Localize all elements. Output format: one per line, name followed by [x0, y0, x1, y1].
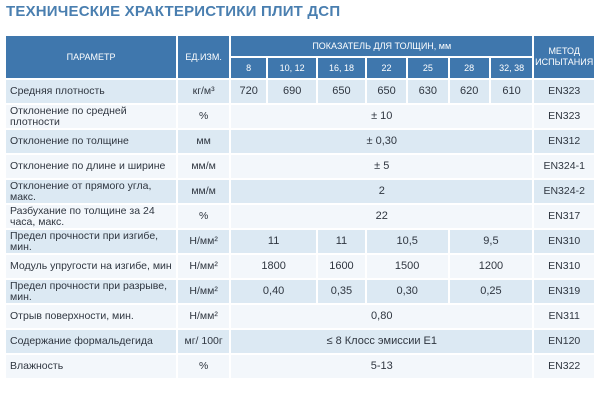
table-row: [6, 155, 594, 178]
unit-cell: мм/м: [178, 155, 229, 178]
value-cell: 0,30: [367, 280, 448, 303]
param-cell: Средняя плотность: [6, 80, 176, 103]
table-row: [6, 355, 594, 378]
value-cell: 1600: [318, 255, 365, 278]
param-cell: Отклонение по длине и ширине: [6, 155, 176, 178]
value-cell: ± 0,30: [231, 130, 532, 153]
unit-cell: Н/мм²: [178, 280, 229, 303]
method-cell: EN120: [534, 330, 594, 353]
method-cell: EN324-1: [534, 155, 594, 178]
unit-cell: Н/мм²: [178, 255, 229, 278]
value-cell: 620: [450, 80, 489, 103]
unit-cell: %: [178, 105, 229, 128]
unit-cell: %: [178, 355, 229, 378]
value-cell: 1500: [367, 255, 448, 278]
value-cell: 690: [268, 80, 316, 103]
value-cell: 650: [367, 80, 406, 103]
page-title: ТЕХНИЧЕСКИЕ ХРАКТЕРИСТИКИ ПЛИТ ДСП: [6, 3, 341, 20]
value-cell: 2: [231, 180, 532, 203]
param-cell: Модуль упругости на изгибе, мин: [6, 255, 176, 278]
table-row: [6, 305, 594, 328]
value-cell: 10,5: [367, 230, 448, 253]
value-cell: 1800: [231, 255, 316, 278]
table-row: [6, 180, 594, 203]
param-cell: Предел прочности при изгибе, мин.: [6, 230, 176, 253]
table-row: [6, 130, 594, 153]
value-cell: 0,40: [231, 280, 316, 303]
header-thickness: 25: [408, 58, 447, 78]
value-cell: 9,5: [450, 230, 533, 253]
unit-cell: мм/м: [178, 180, 229, 203]
header-thickness-group: ПОКАЗАТЕЛЬ ДЛЯ ТОЛЩИН, мм: [231, 36, 532, 56]
table-row: [6, 105, 594, 128]
header-thickness: 32, 38: [491, 58, 533, 78]
table-row: [6, 205, 594, 228]
method-cell: EN312: [534, 130, 594, 153]
unit-cell: кг/м³: [178, 80, 229, 103]
method-cell: EN323: [534, 80, 594, 103]
value-cell: ≤ 8 Клосс эмиссии Е1: [231, 330, 532, 353]
value-cell: 11: [318, 230, 365, 253]
method-cell: EN322: [534, 355, 594, 378]
param-cell: Отклонение по средней плотности: [6, 105, 176, 128]
table-row: [6, 330, 594, 353]
unit-cell: Н/мм²: [178, 305, 229, 328]
param-cell: Предел прочности при разрыве, мин.: [6, 280, 176, 303]
method-cell: EN310: [534, 230, 594, 253]
header-thickness: 22: [367, 58, 406, 78]
unit-cell: мг/ 100г: [178, 330, 229, 353]
value-cell: 0,80: [231, 305, 532, 328]
param-cell: Разбухание по толщине за 24 часа, макс.: [6, 205, 176, 228]
method-cell: EN311: [534, 305, 594, 328]
header-thickness: 8: [231, 58, 266, 78]
unit-cell: мм: [178, 130, 229, 153]
unit-cell: %: [178, 205, 229, 228]
param-cell: Содержание формальдегида: [6, 330, 176, 353]
value-cell: 720: [231, 80, 266, 103]
header-thickness: 16, 18: [318, 58, 365, 78]
value-cell: 0,35: [318, 280, 365, 303]
header-method: МЕТОД ИСПЫТАНИЯ: [534, 36, 594, 78]
method-cell: EN317: [534, 205, 594, 228]
value-cell: 11: [231, 230, 316, 253]
method-cell: EN323: [534, 105, 594, 128]
param-cell: Отклонение от прямого угла, макс.: [6, 180, 176, 203]
value-cell: ± 5: [231, 155, 532, 178]
unit-cell: Н/мм²: [178, 230, 229, 253]
table-row: [6, 280, 594, 303]
value-cell: ± 10: [231, 105, 532, 128]
value-cell: 1200: [450, 255, 533, 278]
param-cell: Отрыв поверхности, мин.: [6, 305, 176, 328]
param-cell: Отклонение по толщине: [6, 130, 176, 153]
value-cell: 650: [318, 80, 365, 103]
value-cell: 22: [231, 205, 532, 228]
method-cell: EN324-2: [534, 180, 594, 203]
table-row: [6, 230, 594, 253]
method-cell: EN319: [534, 280, 594, 303]
table-row: [6, 80, 594, 103]
value-cell: 5-13: [231, 355, 532, 378]
method-cell: EN310: [534, 255, 594, 278]
header-param: ПАРАМЕТР: [6, 36, 176, 78]
header-unit: ЕД.ИЗМ.: [178, 36, 229, 78]
table-row: [6, 255, 594, 278]
param-cell: Влажность: [6, 355, 176, 378]
specs-table: [4, 34, 596, 404]
value-cell: 610: [491, 80, 533, 103]
header-thickness: 28: [450, 58, 489, 78]
value-cell: 630: [408, 80, 447, 103]
value-cell: 0,25: [450, 280, 533, 303]
header-thickness: 10, 12: [268, 58, 316, 78]
